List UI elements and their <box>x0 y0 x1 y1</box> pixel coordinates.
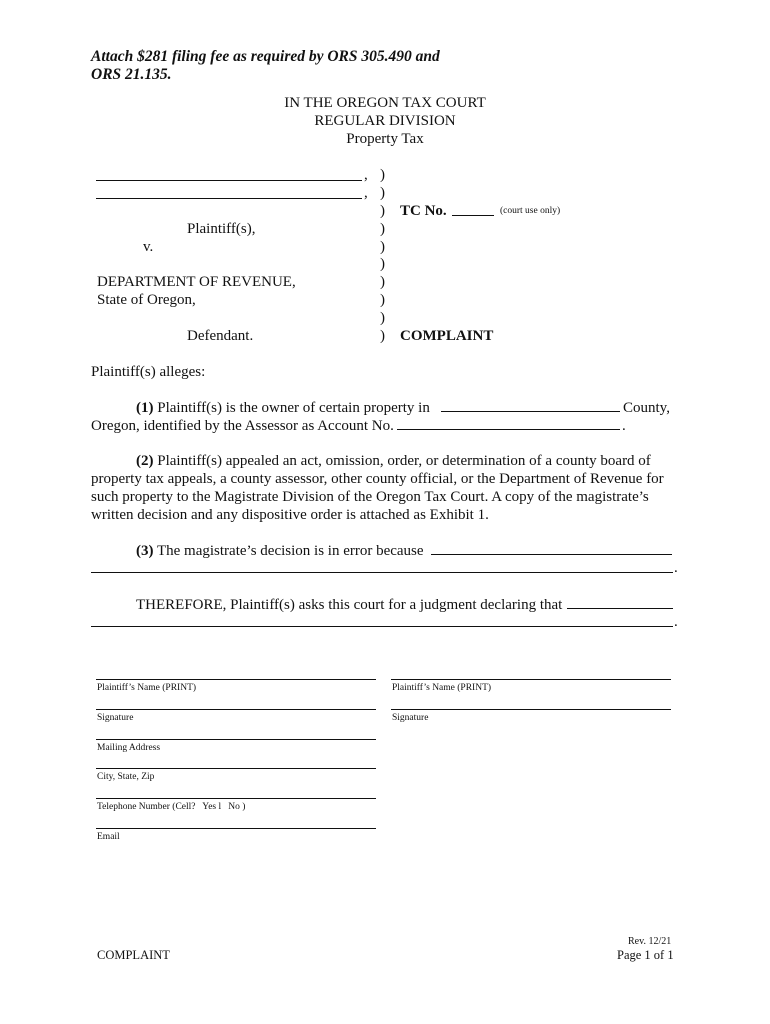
caption-paren: ) <box>380 203 385 219</box>
telephone-line[interactable] <box>96 798 376 799</box>
caption-paren: ) <box>380 328 385 344</box>
period: . <box>622 418 626 434</box>
caption-paren: ) <box>380 274 385 290</box>
paragraph-1-text-c: Oregon, identified by the Assessor as Account No. <box>91 418 394 434</box>
caption-paren: ) <box>380 185 385 201</box>
caption-paren: ) <box>380 310 385 326</box>
paragraph-3-text: The magistrate’s decision is in error because <box>156 543 424 559</box>
caption-paren: ) <box>380 239 385 255</box>
account-number-field[interactable] <box>397 429 620 430</box>
plaintiff-name-print-line-left[interactable] <box>96 679 376 680</box>
paragraph-2-line-1 <box>136 452 651 470</box>
telephone-label: Telephone Number (Cell? Yes l No ) <box>97 802 246 812</box>
signature-label-left: Signature <box>97 713 134 723</box>
signature-label-right: Signature <box>392 713 429 723</box>
paragraph-3-line-1 <box>136 542 424 560</box>
city-state-zip-label: City, State, Zip <box>97 772 155 782</box>
filing-fee-line-2: ORS 21.135. <box>91 66 172 83</box>
caption-paren: ) <box>380 167 385 183</box>
revision-date: Rev. 12/21 <box>628 936 672 947</box>
plaintiff-name-print-label-right: Plaintiff’s Name (PRINT) <box>392 683 492 693</box>
paragraph-2-text-2: property tax appeals, a county assessor, other county official, or the Department of Revenue for <box>91 471 664 487</box>
versus: v. <box>143 239 154 255</box>
caption-paren: ) <box>380 292 385 308</box>
caption-paren: ) <box>380 256 385 272</box>
error-reason-field-1[interactable] <box>431 554 672 555</box>
email-line[interactable] <box>96 828 376 829</box>
judgment-field-1[interactable] <box>567 608 673 609</box>
page-number: Page 1 of 1 <box>617 948 674 962</box>
paragraph-1-text-b: County, <box>623 400 670 416</box>
defendant-state: State of Oregon, <box>97 292 196 308</box>
defendant-name: DEPARTMENT OF REVENUE, <box>97 274 296 290</box>
court-division: REGULAR DIVISION <box>314 113 456 129</box>
mailing-address-label: Mailing Address <box>97 743 161 753</box>
therefore-text: THEREFORE, Plaintiff(s) asks this court for a judgment declaring that <box>136 597 563 613</box>
paragraph-2-text-1: Plaintiff(s) appealed an act, omission, order, or determination of a county board of <box>157 453 651 469</box>
signature-line-left[interactable] <box>96 709 376 710</box>
tc-number-label: TC No. <box>400 203 447 219</box>
plaintiff-name-print-line-right[interactable] <box>391 679 671 680</box>
county-field[interactable] <box>441 411 620 412</box>
filing-fee-line-1: Attach $281 filing fee as required by ORS 305.490 and <box>91 48 440 65</box>
error-reason-field-2[interactable] <box>91 572 673 573</box>
alleges-intro: Plaintiff(s) alleges: <box>91 364 206 380</box>
paragraph-1-text-a: Plaintiff(s) is the owner of certain property in <box>157 400 430 416</box>
paragraph-2-number: (2) <box>136 453 154 469</box>
court-case-type: Property Tax <box>346 131 424 147</box>
footer-title: COMPLAINT <box>97 948 170 962</box>
paragraph-2-text-3: such property to the Magistrate Division of the Oregon Tax Court. A copy of the magistrate’s <box>91 489 649 505</box>
mailing-address-line[interactable] <box>96 739 376 740</box>
period: . <box>674 614 678 630</box>
tc-number-field[interactable] <box>452 215 494 216</box>
comma-1: , <box>364 167 368 183</box>
plaintiff-name-line-1[interactable] <box>96 180 362 181</box>
plaintiffs-label: Plaintiff(s), <box>187 221 256 237</box>
filing-fee-note <box>91 48 440 84</box>
city-state-zip-line[interactable] <box>96 768 376 769</box>
caption-paren: ) <box>380 221 385 237</box>
paragraph-3-number: (3) <box>136 543 154 559</box>
plaintiff-name-print-label-left: Plaintiff’s Name (PRINT) <box>97 683 197 693</box>
document-title: COMPLAINT <box>400 328 494 344</box>
paragraph-2-text-4: written decision and any dispositive order is attached as Exhibit 1. <box>91 507 489 523</box>
plaintiff-name-line-2[interactable] <box>96 198 362 199</box>
signature-line-right[interactable] <box>391 709 671 710</box>
paragraph-1-line-1 <box>136 399 430 417</box>
tc-number-note: (court use only) <box>500 206 561 216</box>
defendant-label: Defendant. <box>187 328 254 344</box>
comma-2: , <box>364 185 368 201</box>
court-name: IN THE OREGON TAX COURT <box>284 95 486 111</box>
email-label: Email <box>97 832 120 842</box>
judgment-field-2[interactable] <box>91 626 673 627</box>
period: . <box>674 560 678 576</box>
paragraph-1-number: (1) <box>136 400 154 416</box>
